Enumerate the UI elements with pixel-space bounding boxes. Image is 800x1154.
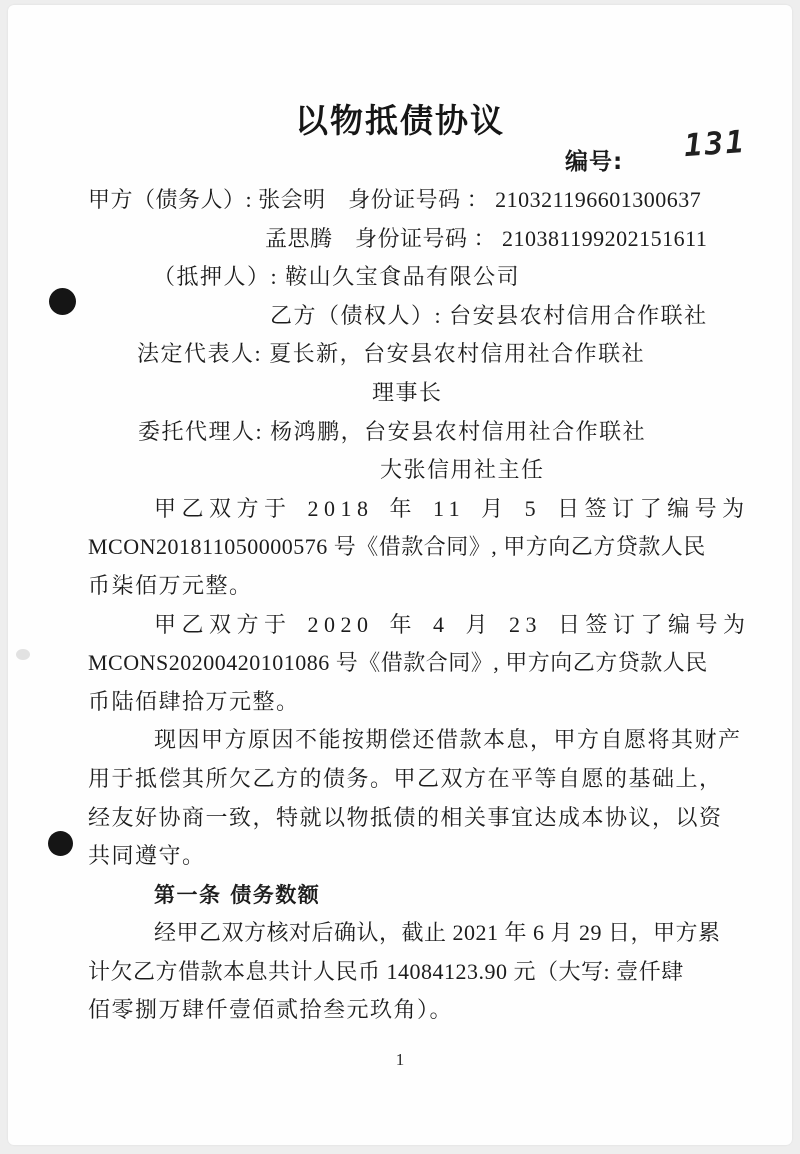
hole-punch-dot xyxy=(48,831,73,856)
doc-line: 用于抵偿其所欠乙方的债务。甲乙双方在平等自愿的基础上， xyxy=(88,765,723,791)
doc-line: 币柒佰万元整。 xyxy=(88,572,253,598)
doc-line: 共同遵守。 xyxy=(88,843,206,869)
doc-line: MCON201811050000576 号《借款合同》, 甲方向乙方贷款人民 xyxy=(88,534,706,560)
scan-smudge xyxy=(16,649,30,660)
handwritten-page-number: 131 xyxy=(682,123,748,165)
doc-line: 甲乙双方于 2018 年 11 月 5 日签订了编号为 xyxy=(154,495,750,521)
document-body xyxy=(88,181,751,1030)
doc-line: 乙方（债权人）: 台安县农村信用合作联社 xyxy=(270,302,708,328)
page-number-footer: 1 xyxy=(395,1050,405,1069)
doc-section-heading: 第一条 债务数额 xyxy=(154,882,321,907)
doc-line: 佰零捌万肆仟壹佰贰拾叁元玖角）。 xyxy=(88,997,454,1023)
document-page xyxy=(8,5,792,1145)
doc-line: （抵押人）: 鞍山久宝食品有限公司 xyxy=(153,264,521,290)
doc-line: 法定代表人: 夏长新，台安县农村信用社合作联社 xyxy=(137,341,646,367)
document-title: 以物抵债协议 xyxy=(295,101,505,140)
document-number-label: 编号: xyxy=(565,149,624,175)
doc-line: 计欠乙方借款本息共计人民币 14084123.90 元（大写: 壹仟肆 xyxy=(88,958,684,984)
doc-line: 理事长 xyxy=(372,379,443,405)
doc-line: 甲乙双方于 2020 年 4 月 23 日签订了编号为 xyxy=(154,611,751,637)
hole-punch-dot xyxy=(49,288,76,315)
doc-line: 经甲乙双方核对后确认，截止 2021 年 6 月 29 日，甲方累 xyxy=(154,920,721,946)
doc-line: MCONS20200420101086 号《借款合同》, 甲方向乙方贷款人民 xyxy=(88,650,708,676)
doc-line: 经友好协商一致，特就以物抵债的相关事宜达成本协议，以资 xyxy=(88,804,723,830)
doc-line: 孟思腾 身份证号码 ： 210381199202151611 xyxy=(265,225,708,251)
doc-line: 甲方（债务人）: 张会明 身份证号码 ： 210321196601300637 xyxy=(88,187,702,212)
doc-line: 现因甲方原因不能按期偿还借款本息，甲方自愿将其财产 xyxy=(154,727,742,753)
doc-line: 委托代理人: 杨鸿鹏，台安县农村信用社合作联社 xyxy=(138,418,647,444)
doc-line: 币陆佰肆拾万元整。 xyxy=(88,688,300,714)
doc-line: 大张信用社主任 xyxy=(380,457,545,483)
